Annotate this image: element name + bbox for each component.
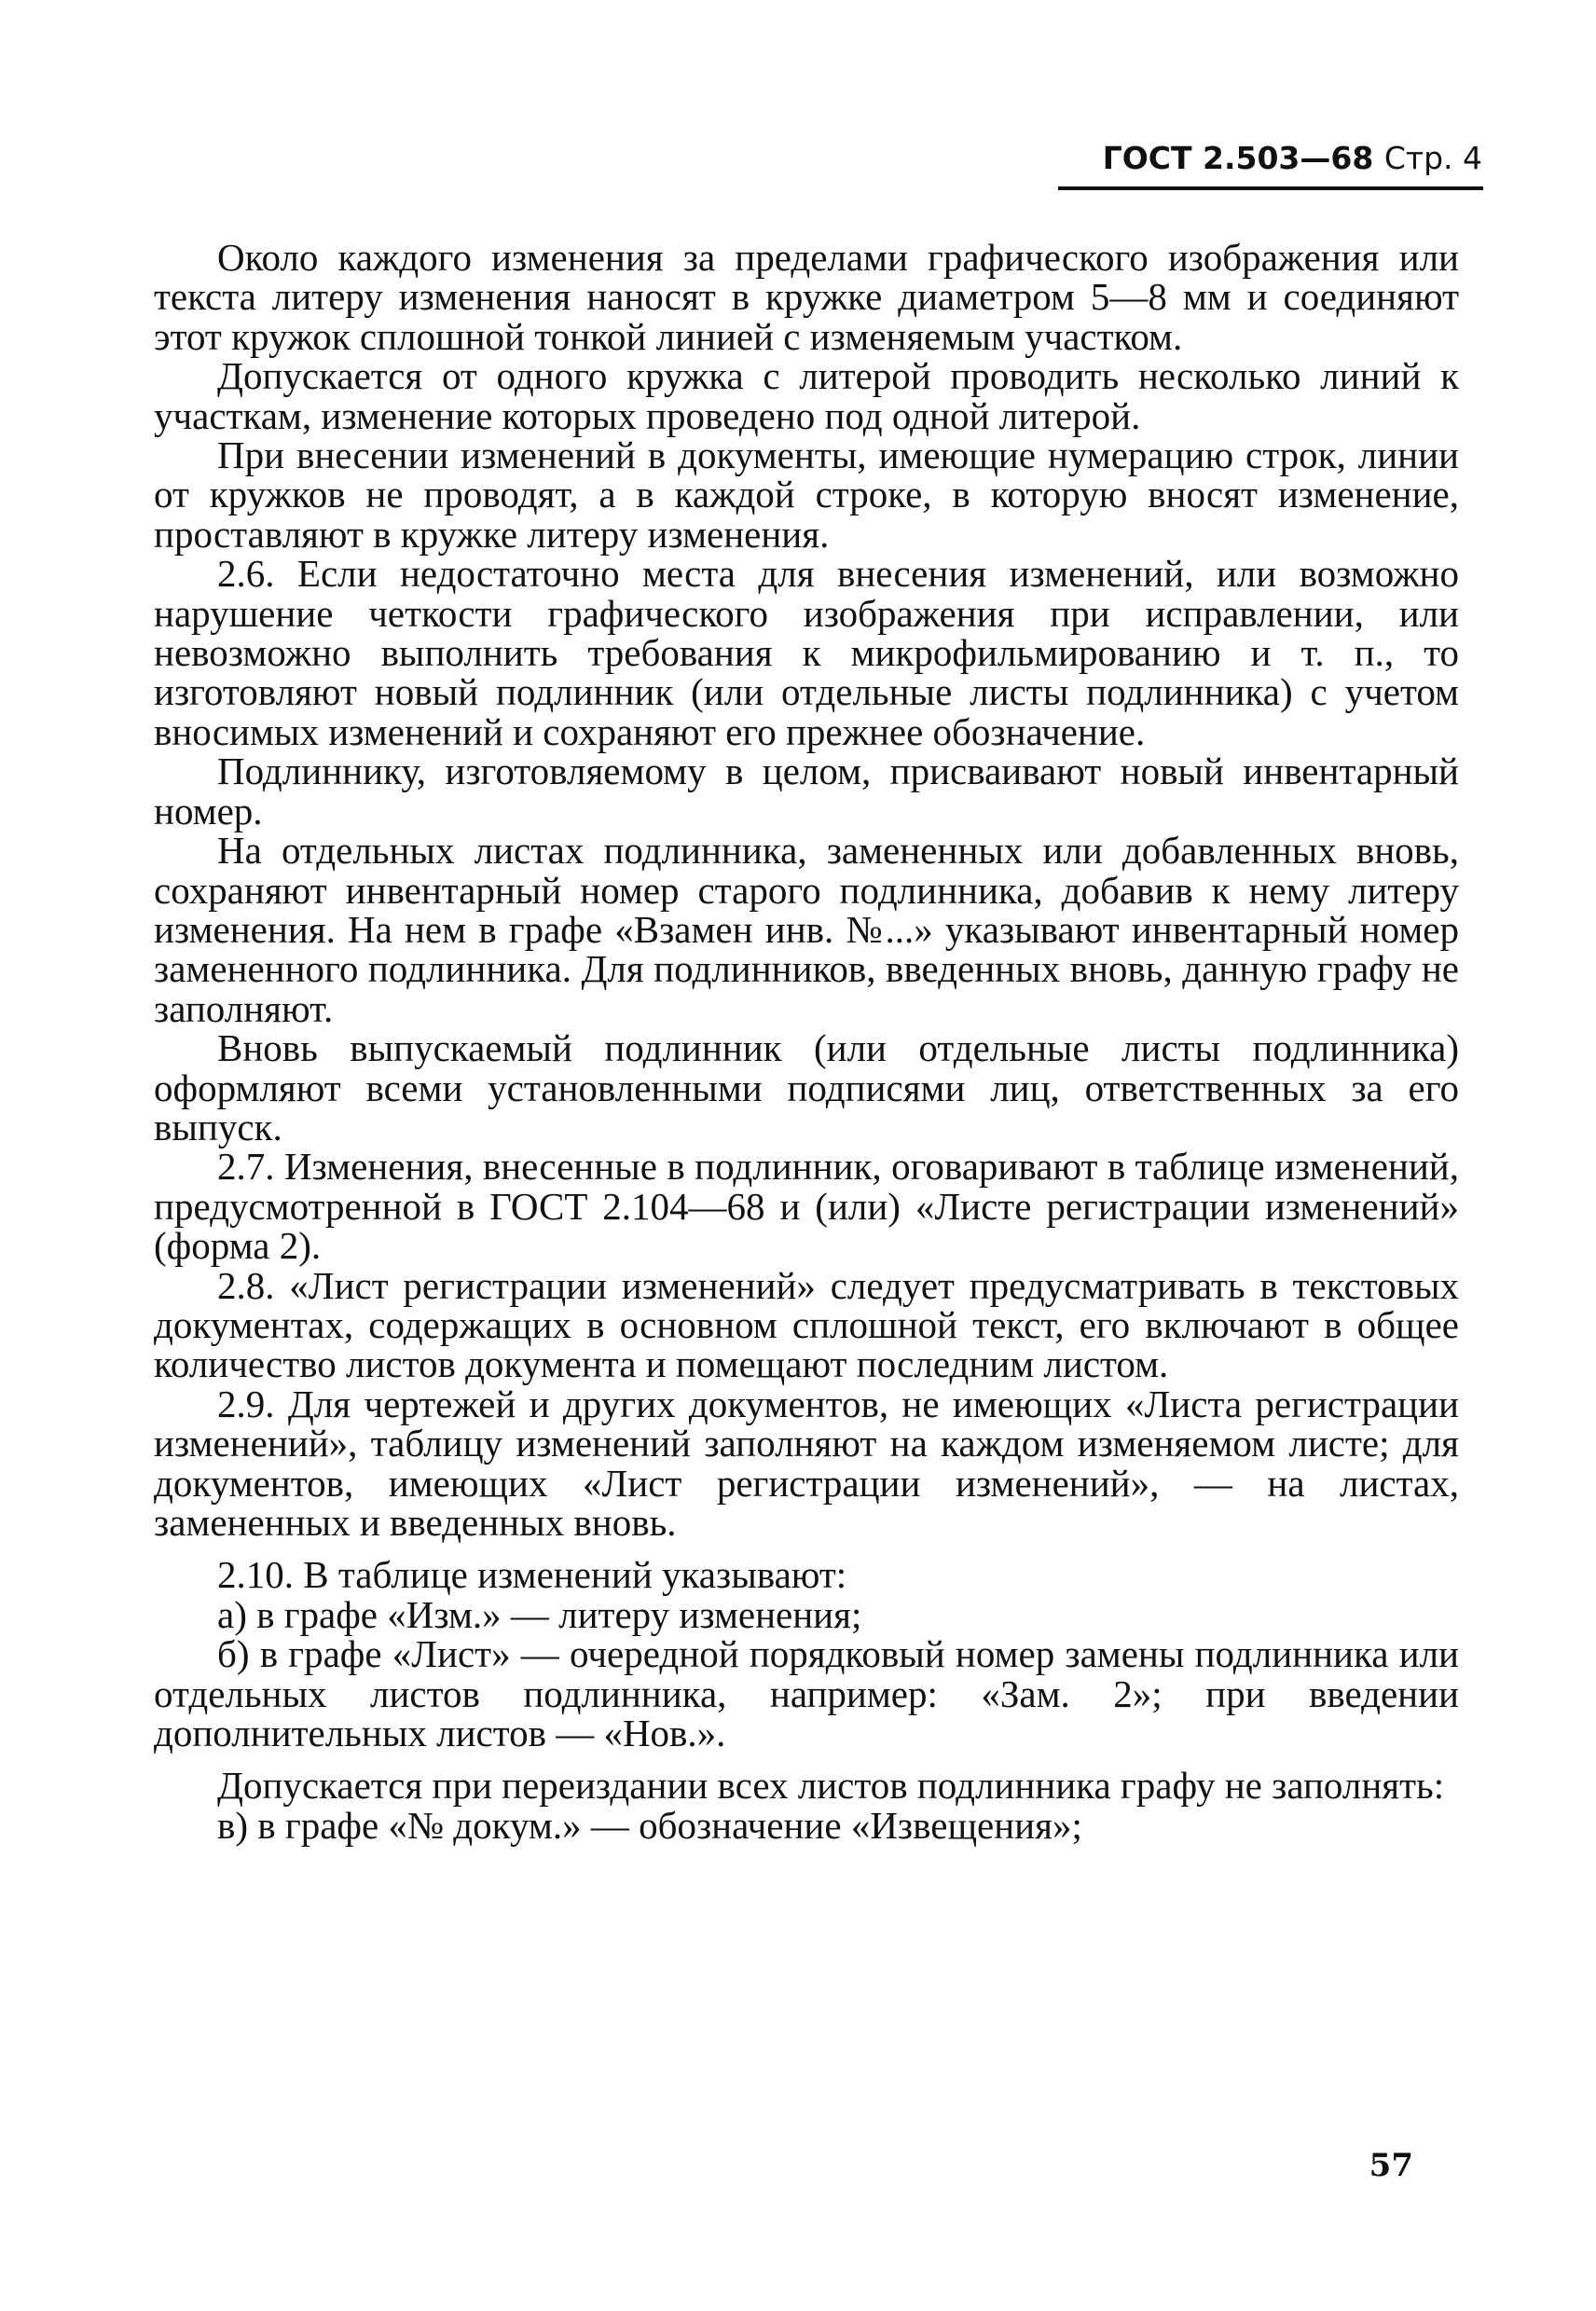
paragraph: 2.6. Если недостаточно места для внесения изменений, или возможно нарушение четкости графического изображения при исправлении, или невозможно выполнить требования к микрофильмированию и т. п., то изготовляют новый подлинник (или отдельные листы подлинника) с учетом вносимых изменений и сохраняют его прежнее обозначение. (154, 552, 1459, 753)
paragraph: На отдельных листах подлинника, замененных или добавленных вновь, сохраняют инвентарный номер старого подлинника, добавив к нему литеру изменения. На нем в графе «Взамен инв. №...» указывают инвентарный номер замененного подлинника. Для подлинников, введенных вновь, данную графу не заполняют. (154, 829, 1459, 1030)
paragraph: 2.9. Для чертежей и других документов, не имеющих «Листа регистрации изменений», таблицу изменений заполняют на каждом изменяемом листе; для документов, имеющих «Лист регистрации изменений», — на листах, замененных и введенных вновь. (154, 1382, 1459, 1544)
header-rule (1058, 186, 1483, 190)
paragraph: 2.10. В таблице изменений указывают: (217, 1553, 847, 1597)
body-text (154, 238, 1459, 1845)
paragraph: Подлиннику, изготовляемому в целом, присваивают новый инвентарный номер. (154, 750, 1459, 832)
paragraph: Около каждого изменения за пределами графического изображения или текста литеру изменения наносят в кружке диаметром 5—8 мм и соединяют этот кружок сплошной тонкой линией с изменяемым участком. (154, 236, 1459, 358)
list-item: б) в графе «Лист» — очередной порядковый номер замены подлинника или отдельных листов подлинника, например: «Зам. 2»; при введении дополнительных листов — «Нов.». (154, 1632, 1459, 1755)
paragraph: Допускается при переиздании всех листов подлинника графу не заполнять: (217, 1764, 1445, 1808)
paragraph: Вновь выпускаемый подлинник (или отдельные листы подлинника) оформляют всеми установленными подписями лиц, ответственных за его выпуск. (154, 1026, 1459, 1149)
paragraph: 2.8. «Лист регистрации изменений» следует предусматривать в текстовых документах, содержащих в основном сплошной текст, его включают в общее количество листов документа и помещают последним листом. (154, 1263, 1459, 1386)
list-item: в) в графе «№ докум.» — обозначение «Извещения»; (217, 1803, 1082, 1847)
standard-designation: ГОСТ 2.503—68 (1102, 140, 1374, 176)
paragraph: При внесении изменений в документы, имеющие нумерацию строк, линии от кружков не проводят, а в каждой строке, в которую вносят изменение, проставляют в кружке литеру изменения. (154, 433, 1459, 556)
paragraph: 2.7. Изменения, внесенные в подлинник, оговаривают в таблице изменений, предусмотренной в ГОСТ 2.104—68 и (или) «Листе регистрации изменений» (форма 2). (154, 1145, 1459, 1268)
list-item: а) в графе «Изм.» — литеру изменения; (217, 1592, 862, 1636)
paragraph: Допускается от одного кружка с литерой проводить несколько линий к участкам, изменение которых проведено под одной литерой. (154, 354, 1459, 437)
page-label: Стр. 4 (1383, 140, 1482, 176)
running-header (1053, 140, 1482, 177)
page-number: 57 (1369, 2147, 1413, 2184)
